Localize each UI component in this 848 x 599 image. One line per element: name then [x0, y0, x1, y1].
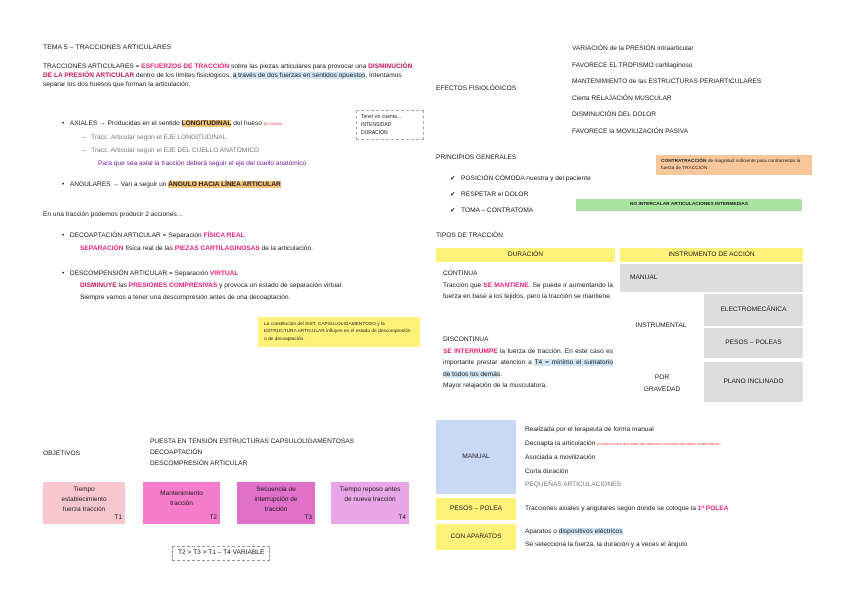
descompension-item: • DESCOMPENSIÓN ARTICULAR = Separación VIRTUAL DISMINUYE las PRESIONES COMPRESIVAS y provoca un estado de separación virtual. Siempre vamos a tener una descompresión antes de una decoaptación. [62, 270, 344, 301]
efectos-label: EFECTOS FISIOLÓGICOS [436, 85, 517, 92]
variable-note: T2 > T3 > T1 – T4 VARIABLE [172, 546, 270, 561]
duracion-header: DURACIÓN [436, 248, 615, 262]
tipos-label: TIPOS DE TRACCIÓN [436, 232, 503, 239]
instr-gravedad: POR GRAVEDAD [643, 374, 681, 393]
instr-plano: PLANO INCLINADO [704, 362, 803, 402]
manual-lines: Realizada por el terapeuta de forma manual Decoapta la articulación (no quiere decir que todas las tracciones manuales decoapten la articulación) Asociada a movilización Corta duración PEQUEÑAS ARTICULACIONES [525, 426, 721, 488]
intro-paragraph: TRACCIONES ARTICULARES = ESFUERZOS DE TRACCIÓN sobre las piezas articulares para provocar una DISMINUCIÓN DE LA PRESIÓN ARTICULAR dentro de los límites fisiológicos, a través de dos fuerzas en sentidos opuestos. Intentamos separar los dos huesos que forman la articulación. [43, 63, 413, 88]
axiales-sub3: Para que sea axial la tracción deberá seguir el eje del cuello anatómico [98, 160, 307, 167]
instrumento-header: INSTRUMENTO DE ACCIÓN [620, 248, 803, 262]
contratraccion-note: CONTRATRACCIÓN de magnitud suficiente para contrarrestar la fuerza de TRACCIÓN [656, 155, 812, 175]
check-icon: ✔ [450, 175, 456, 182]
continua-block: CONTINUA Tracción que SE MANTIENE. Se puede ir aumentando la fuerza en base a los tejidos, pero la tracción se mantiene. [443, 270, 613, 301]
check-icon: ✔ [450, 191, 456, 198]
principios-list: ✔ POSICIÓN CÓMODA nuestra y del paciente ✔ RESPETAR el DOLOR ✔ TOMA – CONTRATOMA [450, 175, 591, 214]
instr-manual: MANUAL [620, 264, 803, 292]
card-t4: Tiempo reposo antes de nueva tracción T4 [331, 482, 409, 524]
axiales-sub2: – Tracc. Articular según el EJE DEL CUELLO ANATÓMICO [82, 147, 260, 154]
efectos-list: VARIACIÓN de la PRESIÓN intraarticular FAVORECE EL TROFISMO cartilaginoso MANTENIMIENTO de las ESTRUCTURAS PERIARTICULARES Cierta RELAJACIÓN MUSCULAR DISMINUCIÓN DEL DOLOR FAVORECE la MOVILIZACIÓN PASIVA [572, 45, 762, 135]
acciones-intro: En una tracción podemos producir 2 acciones… [43, 211, 184, 218]
yellow-note: La constitución del SIST. CAPSULOLIGAMENTOSO y la ESTRUCTURA ARTICULAR influyen en el estado de descompresión o de decoaptación. [258, 317, 420, 347]
no-intercalar-note: NO INTERCALAR ARTICULACIONES INTERMEDIAS [576, 199, 802, 211]
principios-label: PRINCIPIOS GENERALES [436, 154, 517, 161]
objetivos-label: OBJETIVOS [43, 450, 81, 457]
angulares-item: • ANGULARES → Van a seguir un ÁNGULO HACIA LÍNEA ARTICULAR [62, 181, 281, 188]
instr-instrumental: INSTRUMENTAL [635, 322, 687, 329]
axiales-item: • AXIALES → Producidas en el sentido LONGITUDINAL del hueso (ECOAXIA) [62, 120, 283, 127]
con-aparatos-label: CON APARATOS [436, 524, 516, 550]
decoaptacion-item: • DECOAPTACIÓN ARTICULAR = Separación FÍSICA REAL SEPARACIÓN física real de las PIEZAS CARTILAGINOSAS de la articulación. [62, 232, 313, 252]
check-icon: ✔ [450, 207, 456, 214]
objetivos-list: PUESTA EN TENSIÓN ESTRUCTURAS CAPSULOLIGAMENTOSAS DECOAPTACIÓN DESCOMPRESIÓN ARTICULAR [150, 438, 355, 468]
page-title: TEMA 5 – TRACCIONES ARTICULARES [43, 44, 172, 51]
card-t1: Tiempo establecimiento fuerza tracción T1 [43, 482, 125, 524]
pesos-polea-label: PESOS – POLEA [436, 498, 516, 520]
con-aparatos-text: Aparatos o dispositivos eléctricos Se selecciona la fuerza, la duración y a veces el ángulo [525, 528, 688, 548]
card-t3: Secuencia de interrupción de tracción T3 [237, 482, 315, 524]
card-t2: Mantenimiento tracción T2 [143, 482, 220, 524]
instr-electro: ELECTROMECÁNICA [704, 294, 803, 326]
instr-pesos: PESOS – POLEAS [704, 328, 803, 358]
axiales-sub1: – Tracc. Articular según el EJE LONGITUDINAL [82, 134, 227, 141]
tener-en-cuenta-note: Tener en cuenta... INTENSIDAD DURACIÓN [356, 110, 424, 140]
pesos-polea-text: Tracciones axiales y angulares según donde se coloque la 1ª POLEA [525, 505, 729, 512]
manual-label: MANUAL [436, 420, 516, 494]
discontinua-block: DISCONTINUA SE INTERRUMPE la fuerza de tracción. En este caso es importante prestar atención a T4 = mínimo el sumatorio de todos los demás. Mayor relajación de la musculatura. [443, 336, 613, 390]
